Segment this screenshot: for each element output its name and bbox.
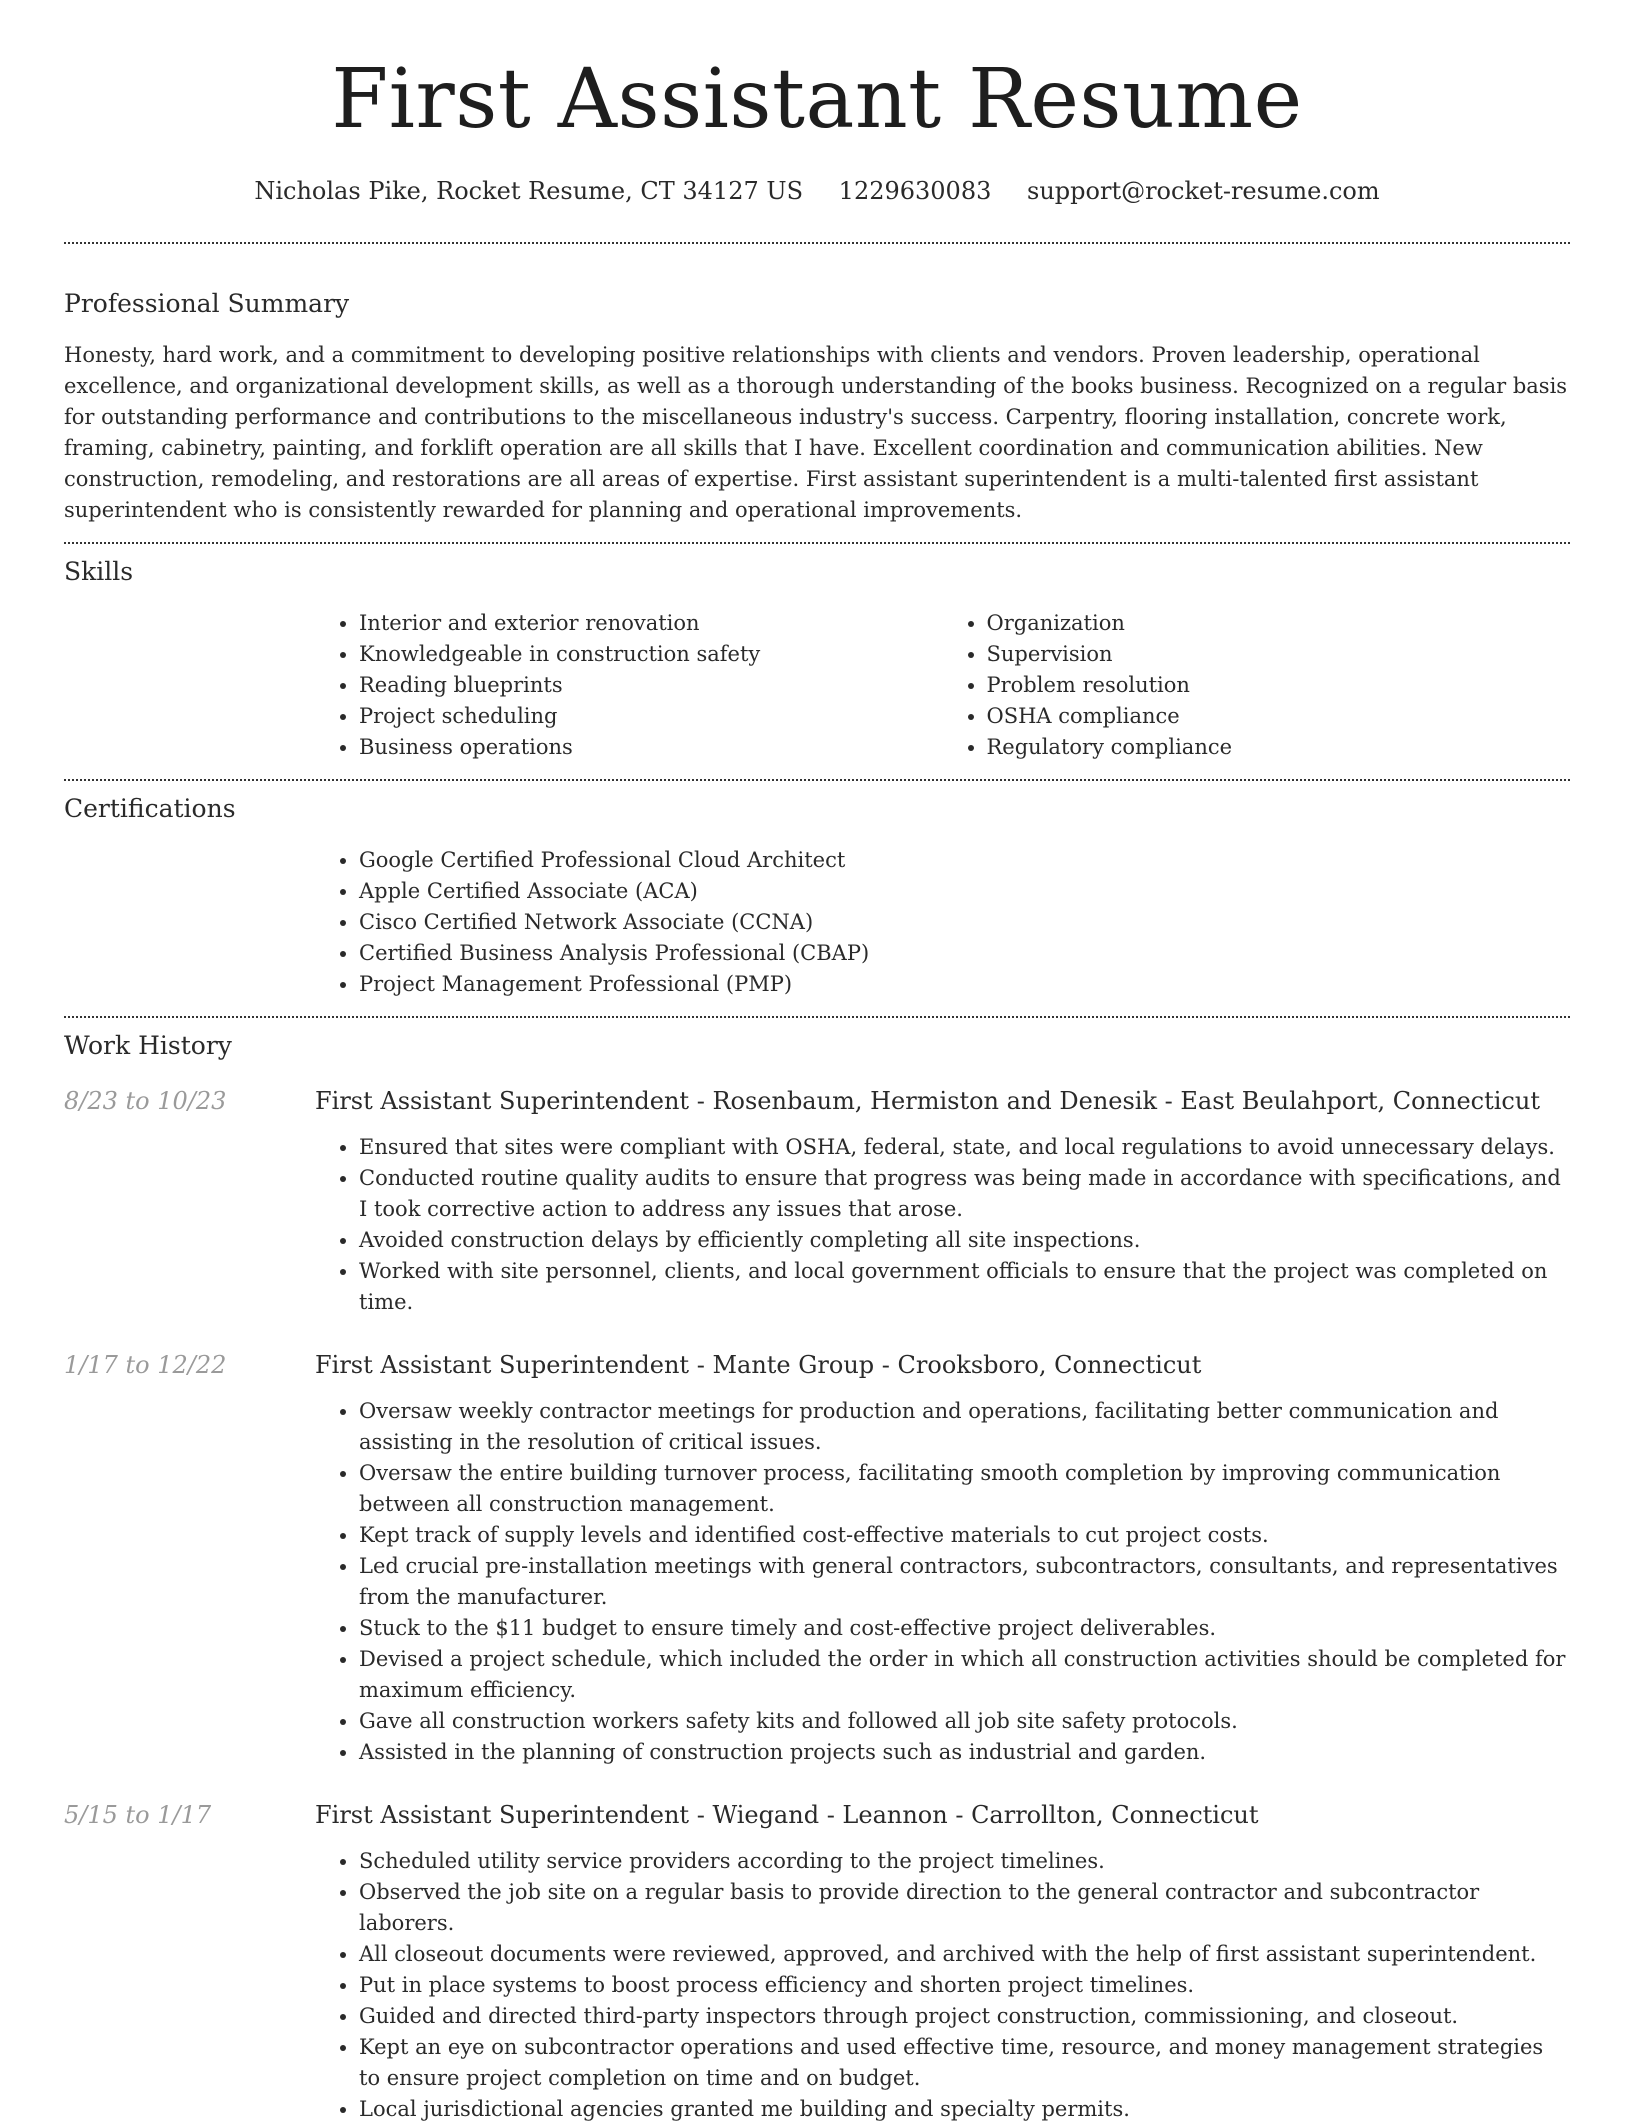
job-dates: 5/15 to 1/17 <box>64 1801 212 1829</box>
job-bullet: • Oversaw weekly contractor meetings for production and operations, facilitating better communication and assisting in the resolution of critical issues. <box>359 1396 1570 1458</box>
certification-item: • Cisco Certified Network Associate (CCNA) <box>359 907 1570 938</box>
job-title: First Assistant Superintendent - Rosenbaum, Hermiston and Denesik - East Beulahport, Connecticut <box>315 1087 1540 1115</box>
contact-email: support@rocket-resume.com <box>1027 177 1380 205</box>
certification-item: • Project Management Professional (PMP) <box>359 969 1570 1000</box>
job-bullet: • Kept an eye on subcontractor operations and used effective time, resource, and money management strategies to ensure project completion on time and on budget. <box>359 2032 1570 2094</box>
job-bullet: • Kept track of supply levels and identified cost-effective materials to cut project costs. <box>359 1520 1570 1551</box>
work-history-heading: Work History <box>64 1031 232 1060</box>
skill-item: • Knowledgeable in construction safety <box>359 639 943 670</box>
work-history-section <box>64 1028 1570 2125</box>
job-bullet: • Put in place systems to boost process efficiency and shorten project timelines. <box>359 1970 1570 2001</box>
job-bullet: • Conducted routine quality audits to ensure that progress was being made in accordance with specifications, and I took corrective action to address any issues that arose. <box>359 1163 1570 1225</box>
job-bullets <box>315 1396 1570 1768</box>
divider <box>64 1016 1570 1018</box>
job-bullet: • Stuck to the $11 budget to ensure timely and cost-effective project deliverables. <box>359 1613 1570 1644</box>
job-bullet: • Ensured that sites were compliant with OSHA, federal, state, and local regulations to avoid unnecessary delays. <box>359 1132 1570 1163</box>
job-entry <box>64 1348 1570 1768</box>
skills-column-right <box>943 608 1571 763</box>
job-bullet: • All closeout documents were reviewed, approved, and archived with the help of first assistant superintendent. <box>359 1939 1570 1970</box>
skill-item: • Business operations <box>359 732 943 763</box>
certification-item: • Certified Business Analysis Professional (CBAP) <box>359 938 1570 969</box>
job-bullet: • Devised a project schedule, which included the order in which all construction activities should be completed for maximum efficiency. <box>359 1644 1570 1706</box>
skill-item: • Supervision <box>987 639 1571 670</box>
job-bullet: • Local jurisdictional agencies granted me building and specialty permits. <box>359 2094 1570 2125</box>
skill-item: • Interior and exterior renovation <box>359 608 943 639</box>
job-bullet: • Observed the job site on a regular basis to provide direction to the general contractor and subcontractor laborers. <box>359 1877 1570 1939</box>
job-bullet: • Avoided construction delays by efficiently completing all site inspections. <box>359 1225 1570 1256</box>
job-bullets <box>315 1846 1570 2125</box>
skills-list <box>315 608 1570 763</box>
skill-item: • Organization <box>987 608 1571 639</box>
job-title: First Assistant Superintendent - Wiegand - Leannon - Carrollton, Connecticut <box>315 1801 1259 1829</box>
job-body <box>315 1348 1570 1768</box>
skill-item: • Regulatory compliance <box>987 732 1571 763</box>
certifications-list <box>315 845 1570 1000</box>
certification-item: • Google Certified Professional Cloud Architect <box>359 845 1570 876</box>
divider <box>64 779 1570 781</box>
job-bullets <box>315 1132 1570 1318</box>
contact-line <box>64 174 1570 208</box>
job-body <box>315 1798 1570 2125</box>
job-bullet: • Gave all construction workers safety kits and followed all job site safety protocols. <box>359 1706 1570 1737</box>
certifications-heading: Certifications <box>64 794 236 823</box>
divider <box>64 542 1570 544</box>
job-bullet: • Oversaw the entire building turnover process, facilitating smooth completion by improving communication between all construction management. <box>359 1458 1570 1520</box>
skills-section <box>64 554 1570 763</box>
contact-phone: 1229630083 <box>838 177 992 205</box>
job-dates: 1/17 to 12/22 <box>64 1351 227 1379</box>
skill-item: • Reading blueprints <box>359 670 943 701</box>
resume-page <box>64 0 1570 2125</box>
summary-text: Honesty, hard work, and a commitment to developing positive relationships with clients and vendors. Proven leadership, operational excellence, and organizational development skills, as well as a thorough understanding of the books business. Recognized on a regular basis for outstanding performance and contributions to the miscellaneous industry's success. Carpentry, flooring installation, concrete work, framing, cabinetry, painting, and forklift operation are all skills that I have. Excellent coordination and communication abilities. New construction, remodeling, and restorations are all areas of expertise. First assistant superintendent is a multi-talented first assistant superintendent who is consistently rewarded for planning and operational improvements. <box>64 343 1568 522</box>
job-bullet: • Led crucial pre-installation meetings with general contractors, subcontractors, consultants, and representatives from the manufacturer. <box>359 1551 1570 1613</box>
job-bullet: • Assisted in the planning of construction projects such as industrial and garden. <box>359 1737 1570 1768</box>
divider <box>64 242 1570 244</box>
job-bullet: • Worked with site personnel, clients, and local government officials to ensure that the project was completed on time. <box>359 1256 1570 1318</box>
skill-item: • OSHA compliance <box>987 701 1571 732</box>
resume-title: First Assistant Resume <box>331 52 1303 147</box>
job-entry <box>64 1798 1570 2125</box>
summary-heading: Professional Summary <box>64 289 350 318</box>
job-bullet: • Scheduled utility service providers according to the project timelines. <box>359 1846 1570 1877</box>
skill-item: • Project scheduling <box>359 701 943 732</box>
skills-heading: Skills <box>64 557 134 586</box>
skills-column-left <box>315 608 943 763</box>
job-title: First Assistant Superintendent - Mante Group - Crooksboro, Connecticut <box>315 1351 1202 1379</box>
certification-item: • Apple Certified Associate (ACA) <box>359 876 1570 907</box>
certifications-section <box>64 791 1570 1000</box>
job-bullet: • Guided and directed third-party inspectors through project construction, commissioning, and closeout. <box>359 2001 1570 2032</box>
job-dates: 8/23 to 10/23 <box>64 1087 227 1115</box>
skill-item: • Problem resolution <box>987 670 1571 701</box>
job-body <box>315 1084 1570 1318</box>
job-entry <box>64 1084 1570 1318</box>
contact-address: Nicholas Pike, Rocket Resume, CT 34127 US <box>254 177 804 205</box>
summary-section <box>64 286 1570 526</box>
